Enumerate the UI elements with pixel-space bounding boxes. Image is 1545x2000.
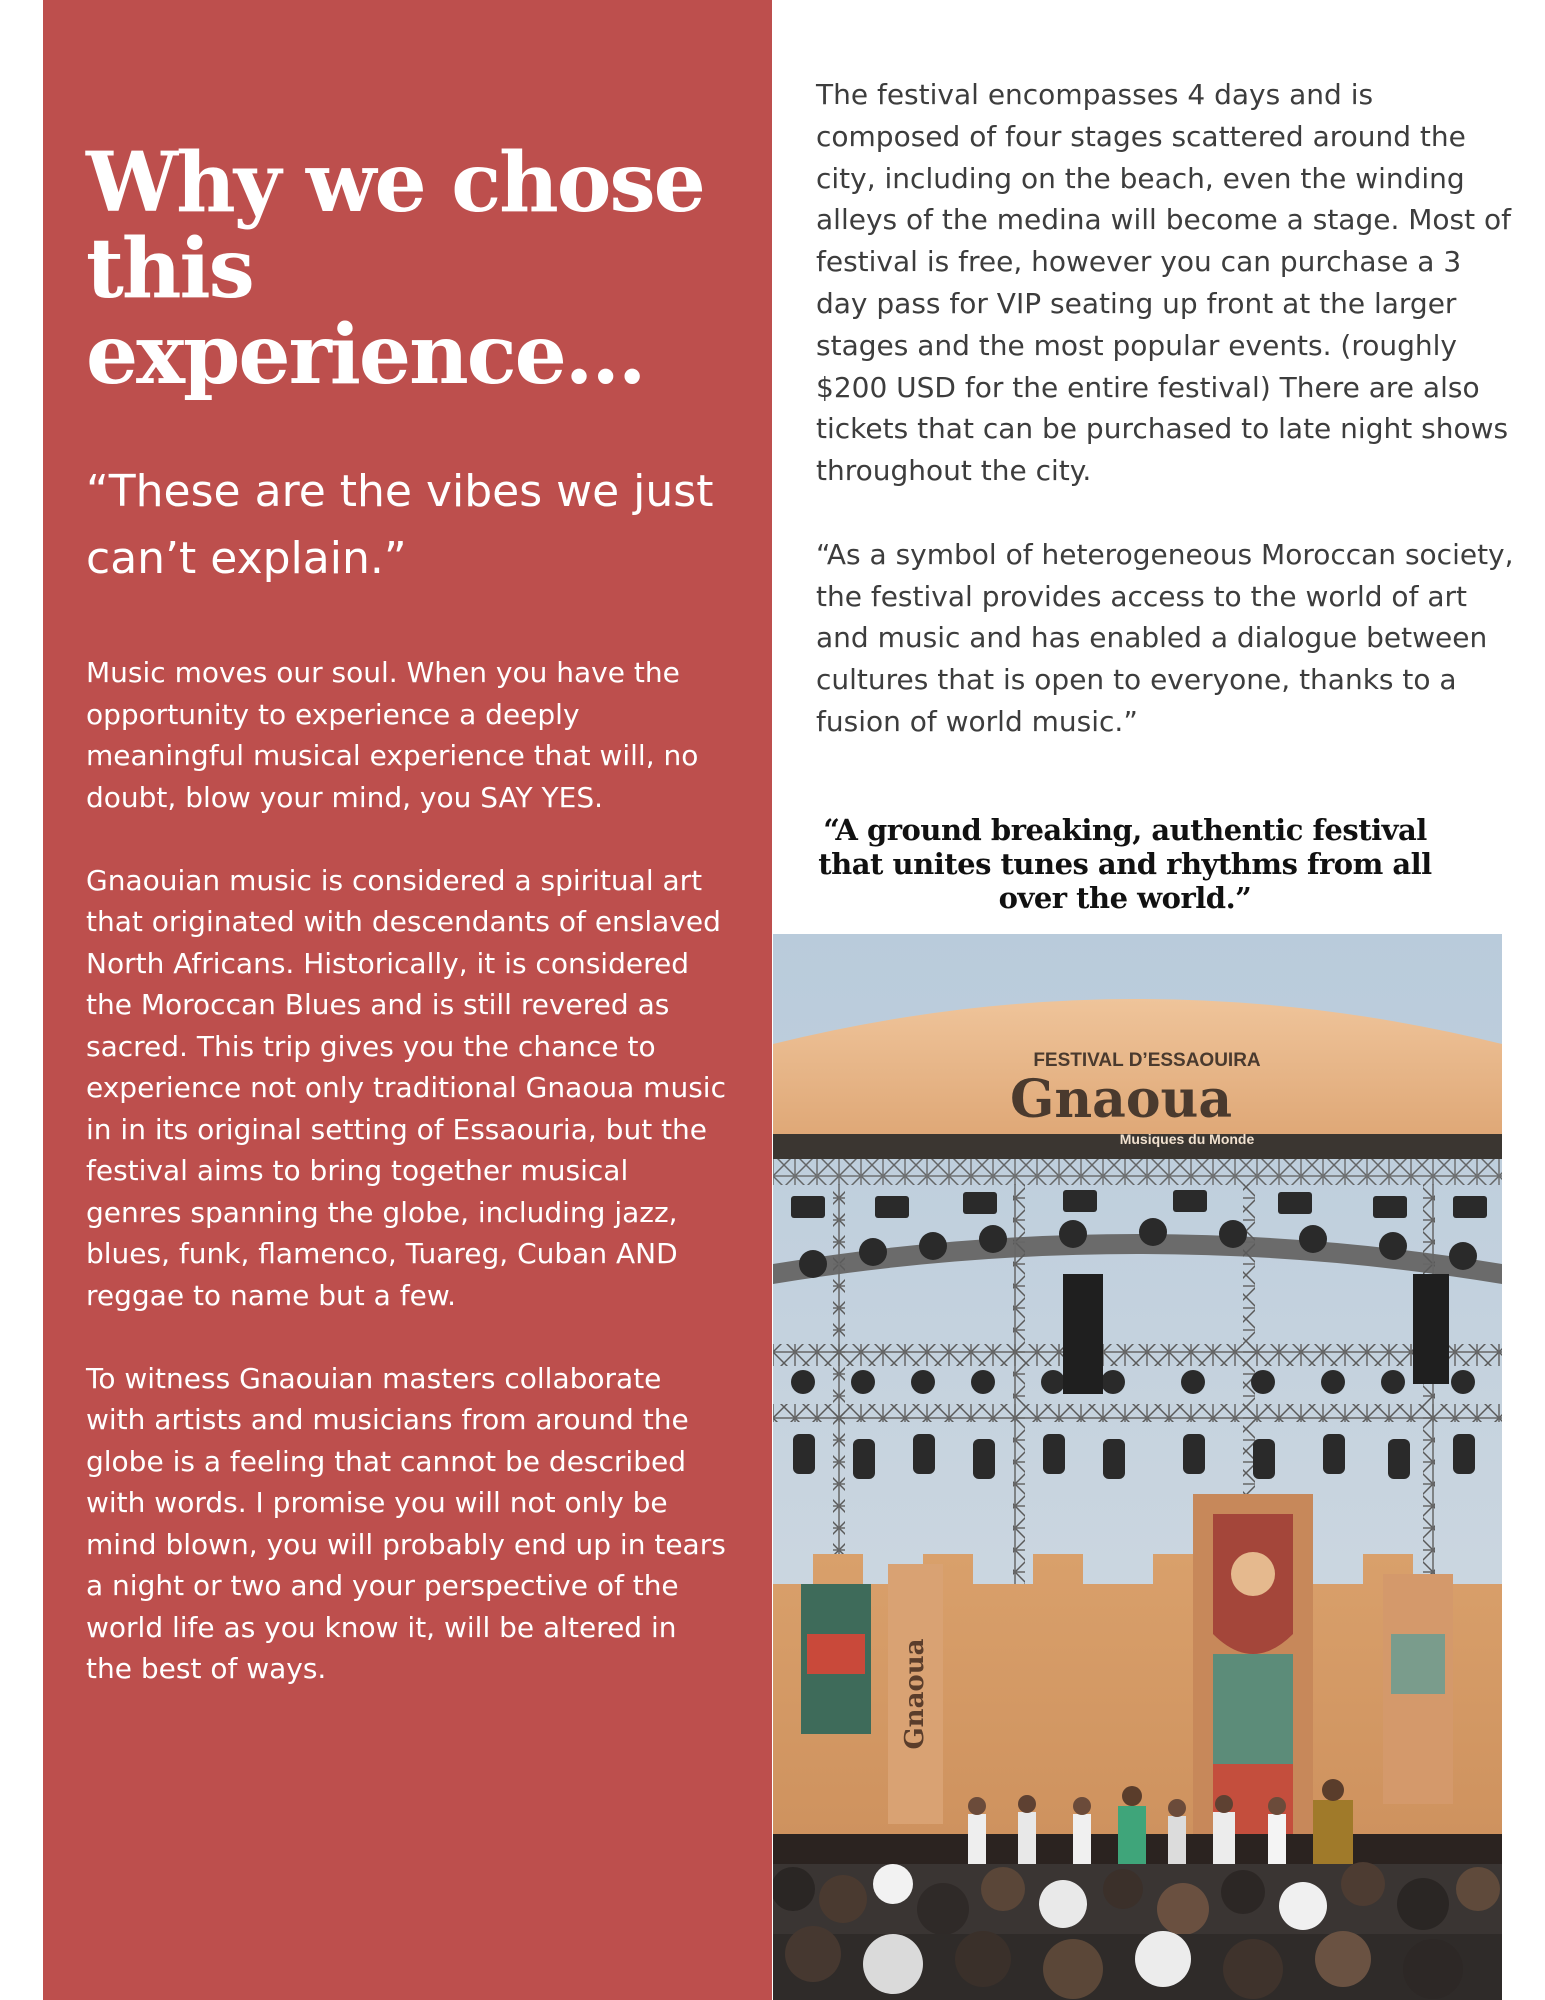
banner-text: Gnaoua xyxy=(900,1638,930,1750)
left-paragraph-3: To witness Gnaouian masters collaborate with artists and musicians from around the globe is a feeling that cannot be described with words. I promise you will not only be mind blown, you will probably end up in tears a night or two and your perspective of the world life as you know it, will be altered in the best of ways. xyxy=(86,1361,726,1685)
feature-quote: “A ground breaking, authentic festival that unites tunes and rhythms from all over the world.” xyxy=(818,813,1432,915)
headline: Why we chose this experience... xyxy=(86,135,704,403)
left-paragraph-2: Gnaouian music is considered a spiritual art that originated with descendants of enslaved North Africans. Historically, it is considered the Moroccan Blues and is still revered as sacred. This trip gives you the chance to experience not only traditional Gnaoua music in in its original setting of Essaouria, but the festival aims to bring together musical genres spanning the globe, including jazz, blues, funk, flamenco, Tuareg, Cuban AND reggae to name but a few. xyxy=(86,863,726,1312)
stage-sign-sub: Musiques du Monde xyxy=(1119,1131,1255,1147)
stage-sign-top: FESTIVAL D’ESSAOUIRA xyxy=(1033,1050,1261,1071)
pull-quote: “These are the vibes we just can’t explain.” xyxy=(86,466,714,584)
crowd xyxy=(773,1862,1502,2000)
right-paragraph-2: “As a symbol of heterogeneous Moroccan society, the festival provides access to the world of art and music and has enabled a dialogue between cultures that is open to everyone, thanks to a fusion of world music.” xyxy=(816,537,1514,738)
stage-photo-illustration xyxy=(773,934,1502,2000)
left-body-text xyxy=(86,652,726,1731)
right-body-text xyxy=(816,74,1516,785)
left-paragraph-1: Music moves our soul. When you have the opportunity to experience a deeply meaningful musical experience that will, no doubt, blow your mind, you SAY YES. xyxy=(86,656,699,814)
festival-stage-photo xyxy=(773,934,1502,2000)
right-paragraph-1: The festival encompasses 4 days and is composed of four stages scattered around the city, including on the beach, even the winding alleys of the medina will become a stage. Most of festival is free, however you can purchase a 3 day pass for VIP seating up front at the larger stages and the most popular events. (roughly $200 USD for the entire festival) There are also tickets that can be purchased to late night shows throughout the city. xyxy=(816,78,1511,488)
stage-sign-main: Gnaoua xyxy=(1009,1069,1233,1130)
